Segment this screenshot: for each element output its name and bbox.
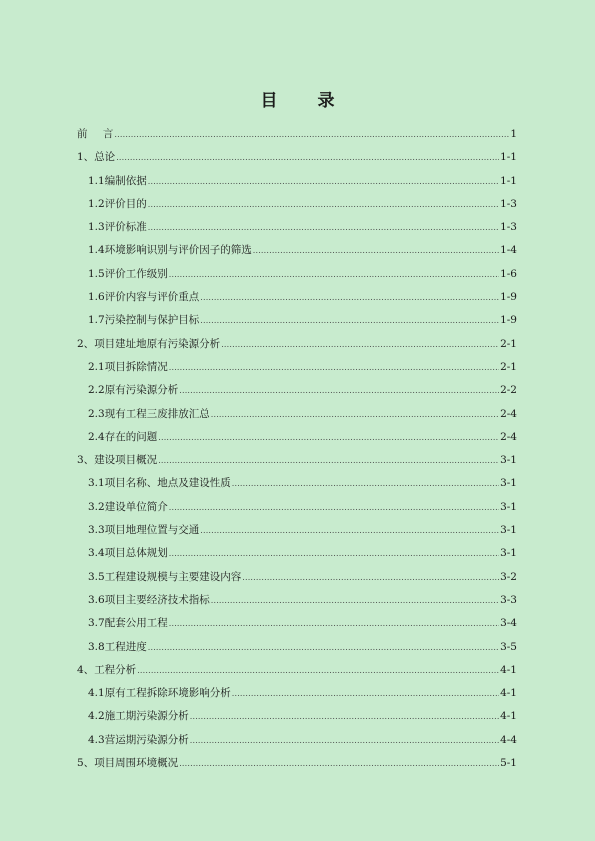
toc-entry-title: 评价目的 [104, 197, 147, 210]
toc-dot-leader [137, 659, 499, 682]
toc-entry[interactable] [77, 496, 517, 519]
toc-entry-title: 原有污染源分析 [104, 384, 179, 397]
toc-entry-page: 3-3 [500, 593, 517, 606]
toc-entry-title: 存在的问题 [104, 430, 158, 443]
toc-entry[interactable] [77, 239, 517, 262]
toc-entry[interactable] [77, 216, 517, 239]
toc-entry-page: 2-1 [500, 337, 517, 350]
toc-entry-number: 5、 [77, 757, 95, 770]
toc-entry[interactable] [77, 309, 517, 332]
toc-dot-leader [169, 496, 499, 519]
toc-entry-title: 总论 [94, 151, 116, 164]
toc-entry-page: 2-4 [500, 407, 517, 420]
toc-entry-page: 2-2 [500, 384, 517, 397]
toc-entry-title: 编制依据 [104, 174, 147, 187]
table-of-contents [77, 123, 517, 775]
toc-entry-title: 配套公用工程 [104, 617, 168, 630]
toc-entry[interactable] [77, 123, 517, 146]
toc-dot-leader [169, 356, 499, 379]
toc-entry-page: 1-9 [500, 314, 517, 327]
toc-entry-number: 3.2 [88, 500, 105, 513]
toc-dot-leader [179, 379, 499, 402]
toc-entry[interactable] [77, 636, 517, 659]
toc-entry[interactable] [77, 356, 517, 379]
toc-entry[interactable] [77, 472, 517, 495]
toc-title-char-1: 目 [260, 91, 278, 111]
toc-dot-leader [211, 403, 499, 426]
toc-entry-title: 工程进度 [104, 640, 147, 653]
toc-entry[interactable] [77, 682, 517, 705]
toc-entry[interactable] [77, 612, 517, 635]
toc-entry[interactable] [77, 542, 517, 565]
toc-dot-leader [221, 333, 499, 356]
toc-dot-leader [242, 566, 499, 589]
toc-entry-title: 建设单位简介 [104, 500, 168, 513]
toc-entry-page: 5-1 [500, 757, 517, 770]
toc-dot-leader [116, 146, 499, 169]
toc-entry[interactable] [77, 519, 517, 542]
toc-entry-number: 2.2 [88, 384, 105, 397]
toc-entry-title: 评价工作级别 [104, 267, 168, 280]
toc-entry[interactable] [77, 286, 517, 309]
toc-entry-page: 1-9 [500, 291, 517, 304]
toc-entry-number: 1、 [77, 151, 95, 164]
toc-entry-page: 3-2 [500, 570, 517, 583]
toc-entry[interactable] [77, 333, 517, 356]
toc-entry-title: 原有工程拆除环境影响分析 [104, 687, 231, 700]
toc-entry-title: 项目总体规划 [104, 547, 168, 560]
toc-entry-page: 1-6 [500, 267, 517, 280]
toc-entry-page: 3-5 [500, 640, 517, 653]
toc-dot-leader [148, 170, 499, 193]
toc-entry-title: 现有工程三废排放汇总 [104, 407, 210, 420]
toc-entry-title: 项目周围环境概况 [94, 757, 179, 770]
toc-title-char-2: 录 [317, 91, 335, 111]
toc-dot-leader [148, 216, 499, 239]
toc-dot-leader [169, 263, 499, 286]
toc-entry-title: 工程分析 [94, 663, 137, 676]
toc-dot-leader [179, 752, 499, 775]
toc-entry-number: 2、 [77, 337, 95, 350]
toc-entry[interactable] [77, 449, 517, 472]
toc-entry-number: 4.3 [88, 733, 105, 746]
toc-entry-page: 1 [510, 128, 517, 140]
toc-entry-title: 环境影响识别与评价因子的筛选 [104, 244, 252, 257]
toc-entry-title: 营运期污染源分析 [104, 733, 189, 746]
toc-entry-title: 前 言 [77, 128, 114, 140]
toc-dot-leader [200, 519, 499, 542]
toc-dot-leader [158, 426, 499, 449]
toc-entry-title: 项目拆除情况 [104, 360, 168, 373]
toc-title [0, 90, 595, 112]
toc-entry-number: 2.3 [88, 407, 105, 420]
toc-entry-number: 3.1 [88, 477, 105, 490]
toc-entry-page: 4-4 [500, 733, 517, 746]
toc-entry-page: 4-1 [500, 663, 517, 676]
toc-entry-number: 1.5 [88, 267, 105, 280]
toc-entry-title: 施工期污染源分析 [104, 710, 189, 723]
toc-entry[interactable] [77, 263, 517, 286]
toc-entry-number: 1.7 [88, 314, 105, 327]
toc-entry-page: 3-1 [500, 524, 517, 537]
toc-dot-leader [148, 193, 499, 216]
toc-entry-title: 评价内容与评价重点 [104, 291, 200, 304]
toc-entry-number: 3.4 [88, 547, 105, 560]
toc-entry[interactable] [77, 705, 517, 728]
toc-entry-number: 4、 [77, 663, 95, 676]
toc-dot-leader [158, 449, 499, 472]
toc-entry-number: 1.1 [88, 174, 105, 187]
toc-dot-leader [211, 589, 499, 612]
toc-entry-page: 1-3 [500, 221, 517, 234]
toc-entry[interactable] [77, 146, 517, 169]
toc-entry-page: 3-1 [500, 500, 517, 513]
toc-entry[interactable] [77, 379, 517, 402]
toc-entry-page: 4-1 [500, 710, 517, 723]
toc-dot-leader [200, 309, 499, 332]
toc-entry-title: 评价标准 [104, 221, 147, 234]
toc-entry-number: 3.8 [88, 640, 105, 653]
toc-entry-page: 1-1 [500, 151, 517, 164]
toc-entry-number: 3.6 [88, 593, 105, 606]
toc-entry-title: 项目地理位置与交通 [104, 524, 200, 537]
toc-entry-number: 3.3 [88, 524, 105, 537]
toc-dot-leader [232, 682, 499, 705]
toc-entry[interactable] [77, 193, 517, 216]
toc-entry-page: 1-1 [500, 174, 517, 187]
toc-dot-leader [232, 472, 499, 495]
toc-entry-number: 4.1 [88, 687, 105, 700]
toc-entry[interactable] [77, 589, 517, 612]
toc-entry-page: 2-1 [500, 360, 517, 373]
toc-entry-number: 3、 [77, 454, 95, 467]
toc-entry-page: 2-4 [500, 430, 517, 443]
toc-entry-page: 1-4 [500, 244, 517, 257]
toc-entry[interactable] [77, 729, 517, 752]
toc-entry-number: 1.4 [88, 244, 105, 257]
toc-dot-leader [169, 542, 499, 565]
toc-entry-page: 3-4 [500, 617, 517, 630]
toc-entry-title: 污染控制与保护目标 [104, 314, 200, 327]
toc-entry-number: 1.6 [88, 291, 105, 304]
toc-entry-page: 1-3 [500, 197, 517, 210]
toc-dot-leader [114, 123, 509, 146]
toc-entry-title: 项目建址地原有污染源分析 [94, 337, 221, 350]
toc-dot-leader [190, 705, 499, 728]
toc-entry-page: 3-1 [500, 477, 517, 490]
toc-entry-title: 项目主要经济技术指标 [104, 593, 210, 606]
toc-entry[interactable] [77, 170, 517, 193]
toc-entry-page: 3-1 [500, 547, 517, 560]
toc-dot-leader [253, 239, 499, 262]
toc-dot-leader [190, 729, 499, 752]
toc-entry[interactable] [77, 403, 517, 426]
toc-entry-number: 2.1 [88, 360, 105, 373]
toc-entry-page: 3-1 [500, 454, 517, 467]
toc-entry-title: 工程建设规模与主要建设内容 [104, 570, 242, 583]
toc-dot-leader [169, 612, 499, 635]
toc-entry-number: 3.7 [88, 617, 105, 630]
toc-entry-number: 1.3 [88, 221, 105, 234]
toc-entry-page: 4-1 [500, 687, 517, 700]
toc-entry-number: 1.2 [88, 197, 105, 210]
toc-entry[interactable] [77, 566, 517, 589]
toc-entry-number: 3.5 [88, 570, 105, 583]
toc-entry-title: 项目名称、地点及建设性质 [104, 477, 231, 490]
toc-dot-leader [200, 286, 499, 309]
toc-entry[interactable] [77, 659, 517, 682]
toc-entry[interactable] [77, 426, 517, 449]
toc-entry-title: 建设项目概况 [94, 454, 158, 467]
toc-entry[interactable] [77, 752, 517, 775]
toc-entry-number: 2.4 [88, 430, 105, 443]
toc-entry-number: 4.2 [88, 710, 105, 723]
toc-dot-leader [148, 636, 499, 659]
